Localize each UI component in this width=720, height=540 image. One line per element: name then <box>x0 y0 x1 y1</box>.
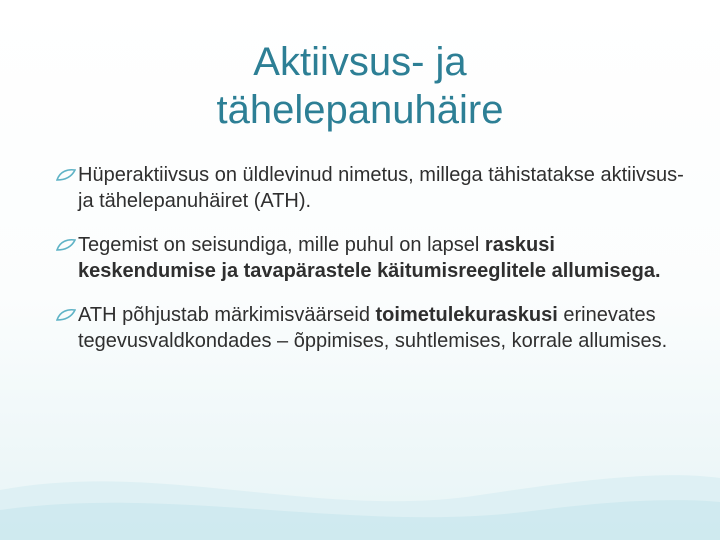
slide-title <box>0 38 720 134</box>
bullet-item <box>56 302 686 354</box>
bullet-list <box>56 162 686 372</box>
bullet-text-segment: Hüperaktiivsus on üldlevinud nimetus, millega tähistatakse aktiivsus- ja tähelepanuhäiret (ATH). <box>78 164 684 212</box>
slide-title-line-2: tähelepanuhäire <box>216 88 504 132</box>
bullet-text <box>78 304 667 352</box>
background-waves <box>0 400 720 540</box>
bullet-text-segment: ATH põhjustab märkimisväärseid <box>78 304 376 326</box>
bullet-text-segment: erinevates tegevusvaldkondades – õppimises, suhtlemises, korrale allumises. <box>78 304 668 352</box>
leaf-bullet-icon <box>56 308 76 322</box>
bullet-text-bold-segment: raskusi keskendumise ja tavapärastele käitumisreeglitele allumisega. <box>78 234 661 282</box>
leaf-bullet-icon <box>56 168 76 182</box>
bullet-text-segment: Tegemist on seisundiga, mille puhul on lapsel <box>78 234 485 256</box>
bullet-text <box>78 164 684 212</box>
bullet-item <box>56 162 686 214</box>
bullet-text <box>78 234 661 282</box>
slide-title-line-1: Aktiivsus- ja <box>253 40 467 84</box>
bullet-text-bold-segment: toimetulekuraskusi <box>375 304 558 326</box>
leaf-bullet-icon <box>56 238 76 252</box>
bullet-item <box>56 232 686 284</box>
